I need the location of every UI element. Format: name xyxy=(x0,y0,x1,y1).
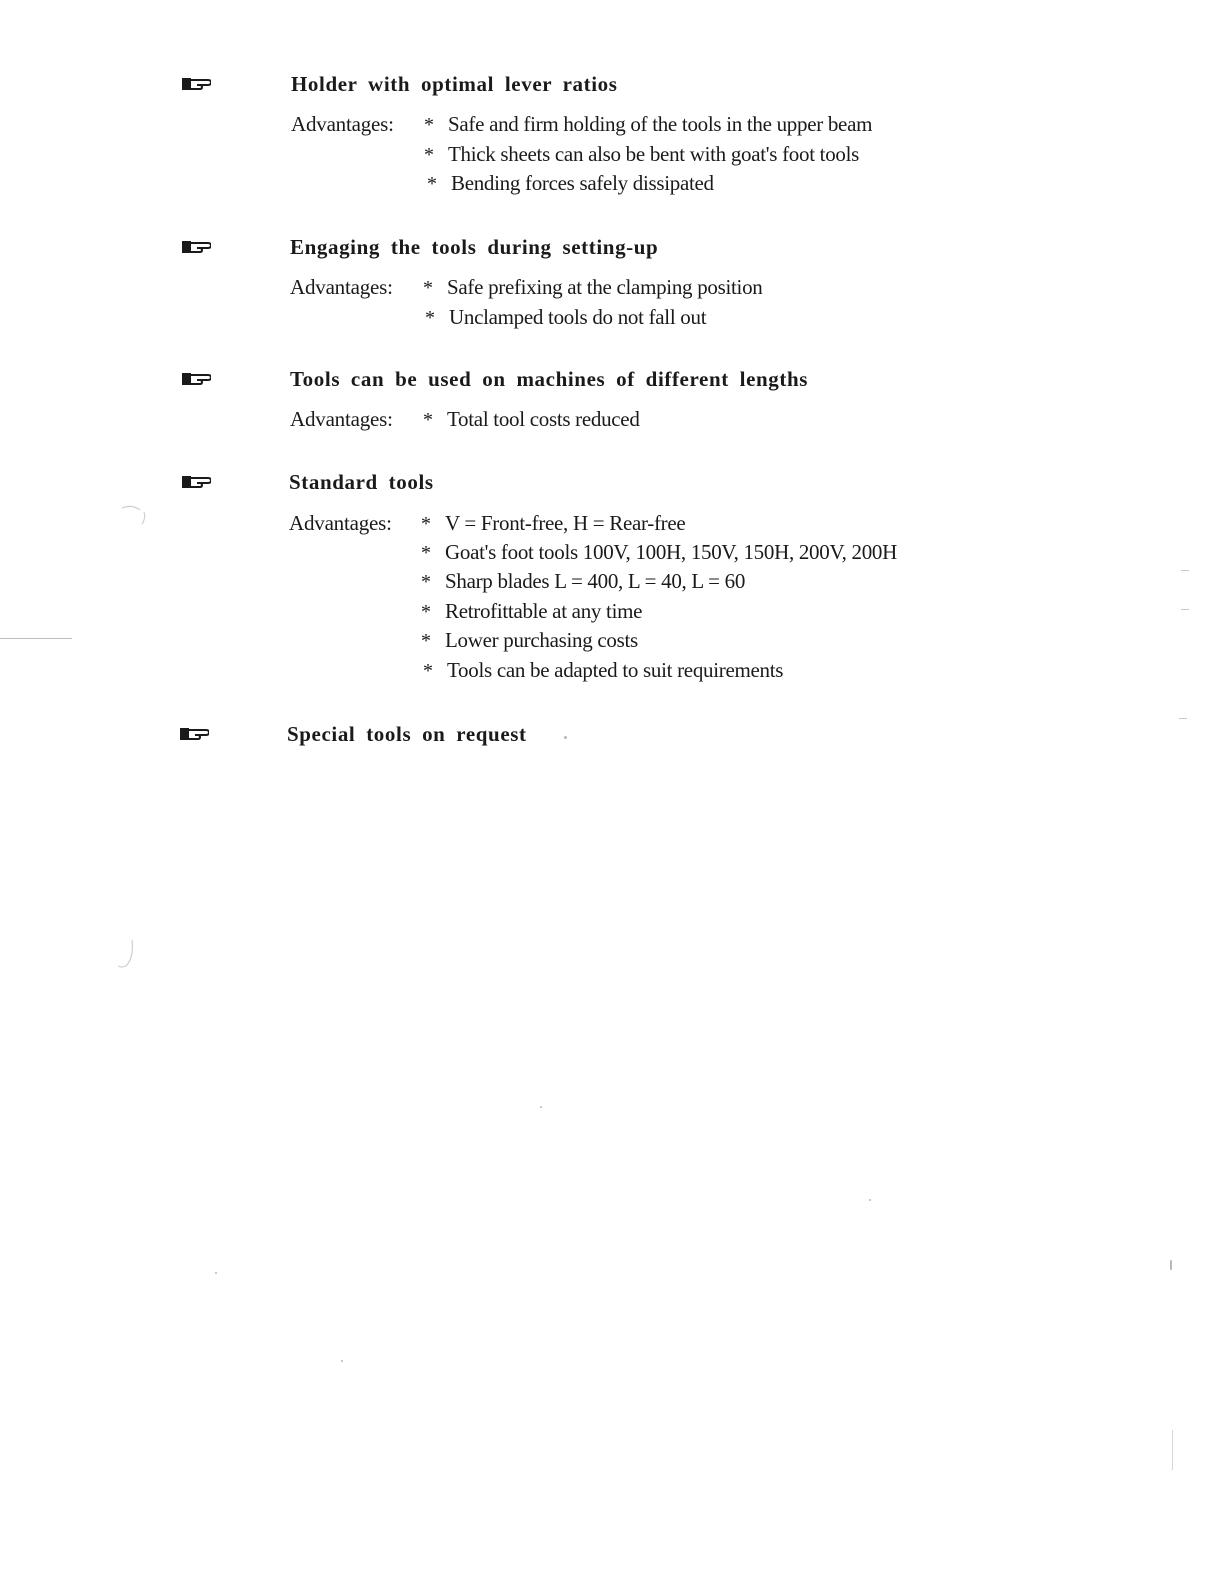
scan-mark xyxy=(118,500,150,536)
scan-speck xyxy=(1181,570,1189,571)
list-item: * Total tool costs reduced xyxy=(423,407,640,431)
list-item: * Bending forces safely dissipated xyxy=(427,171,714,195)
scan-speck xyxy=(564,736,567,739)
section-heading: Engaging the tools during setting-up xyxy=(290,235,659,259)
scan-speck xyxy=(540,1106,542,1108)
list-item: * Thick sheets can also be bent with goat's foot tools xyxy=(424,142,860,166)
pointing-hand-icon xyxy=(181,239,211,255)
scan-mark xyxy=(110,936,140,972)
list-item: * Safe and firm holding of the tools in the upper beam xyxy=(424,112,873,136)
advantages-label: Advantages: xyxy=(290,275,393,299)
section-heading: Holder with optimal lever ratios xyxy=(291,72,618,96)
scan-speck xyxy=(1181,609,1189,610)
list-item: * Goat's foot tools 100V, 100H, 150V, 150H, 200V, 200H xyxy=(421,540,897,564)
list-item: * Retrofittable at any time xyxy=(421,599,643,623)
scan-speck xyxy=(1170,1260,1172,1270)
list-item: * Sharp blades L = 400, L = 40, L = 60 xyxy=(421,569,746,593)
pointing-hand-icon xyxy=(181,371,211,387)
scan-speck xyxy=(215,1272,217,1274)
list-item: * Tools can be adapted to suit requirements xyxy=(423,658,784,682)
list-item: * Unclamped tools do not fall out xyxy=(425,305,707,329)
pointing-hand-icon xyxy=(181,474,211,490)
scan-speck xyxy=(341,1360,343,1362)
pointing-hand-icon xyxy=(179,726,209,742)
scan-speck xyxy=(869,1199,871,1201)
list-item: * Safe prefixing at the clamping position xyxy=(423,275,763,299)
section-heading: Standard tools xyxy=(289,470,434,494)
list-item: * Lower purchasing costs xyxy=(421,628,638,652)
pointing-hand-icon xyxy=(181,76,211,92)
advantages-label: Advantages: xyxy=(289,511,392,535)
advantages-label: Advantages: xyxy=(290,407,393,431)
section-heading: Special tools on request xyxy=(287,722,527,746)
scan-speck xyxy=(1172,1430,1173,1470)
margin-rule xyxy=(0,638,72,639)
advantages-label: Advantages: xyxy=(291,112,394,136)
scan-speck xyxy=(1179,718,1187,719)
list-item: * V = Front-free, H = Rear-free xyxy=(421,511,686,535)
section-heading: Tools can be used on machines of different lengths xyxy=(290,367,809,391)
